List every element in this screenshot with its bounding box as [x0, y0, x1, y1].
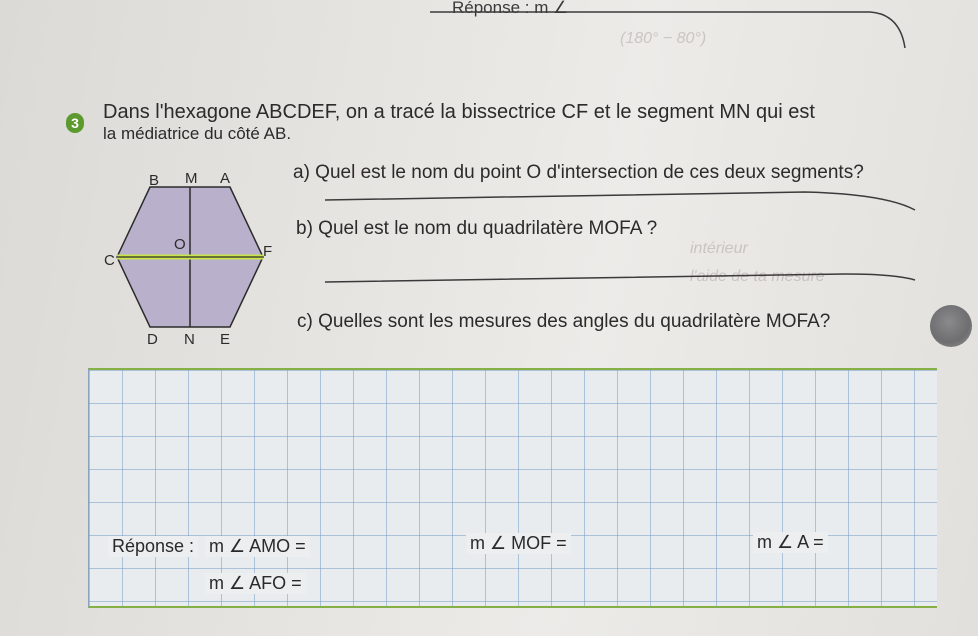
label-n: N — [184, 331, 195, 348]
question-a: a) Quel est le nom du point O d'intersection de ces deux segments? — [293, 162, 864, 183]
response-angle-a: m ∠ A = — [753, 532, 828, 553]
label-e: E — [220, 331, 231, 348]
punch-hole — [930, 305, 972, 347]
bleed-text-3: l'aide de ta mesure — [690, 268, 825, 285]
response-angle-amo: m ∠ AMO = — [205, 536, 310, 557]
response-label: Réponse : — [108, 536, 198, 557]
answer-grid-box[interactable] — [88, 368, 937, 608]
label-m: M — [185, 170, 198, 187]
label-b: B — [149, 172, 160, 189]
answer-line-b[interactable] — [325, 266, 925, 286]
response-angle-mof: m ∠ MOF = — [466, 533, 571, 554]
bleed-text-4: intérieur — [690, 240, 748, 257]
top-answer-label: Réponse : m ∠ — [452, 0, 569, 17]
question-text-line1: Dans l'hexagone ABCDEF, on a tracé la bissectrice CF et le segment MN qui est — [103, 101, 815, 123]
label-a: A — [220, 170, 231, 187]
question-number-badge: 3 — [66, 113, 84, 133]
question-b: b) Quel est le nom du quadrilatère MOFA ? — [296, 218, 658, 239]
hexagon-figure — [100, 165, 290, 355]
label-f: F — [263, 243, 273, 260]
response-angle-afo: m ∠ AFO = — [205, 573, 306, 594]
question-text-line2: la médiatrice du côté AB. — [103, 124, 292, 143]
label-d: D — [147, 331, 158, 348]
label-c: C — [104, 252, 115, 269]
answer-line-a[interactable] — [325, 186, 925, 216]
question-c: c) Quelles sont les mesures des angles du quadrilatère MOFA? — [297, 311, 831, 332]
bleed-text-1: (180° − 80°) — [620, 30, 707, 47]
label-o: O — [174, 236, 186, 253]
